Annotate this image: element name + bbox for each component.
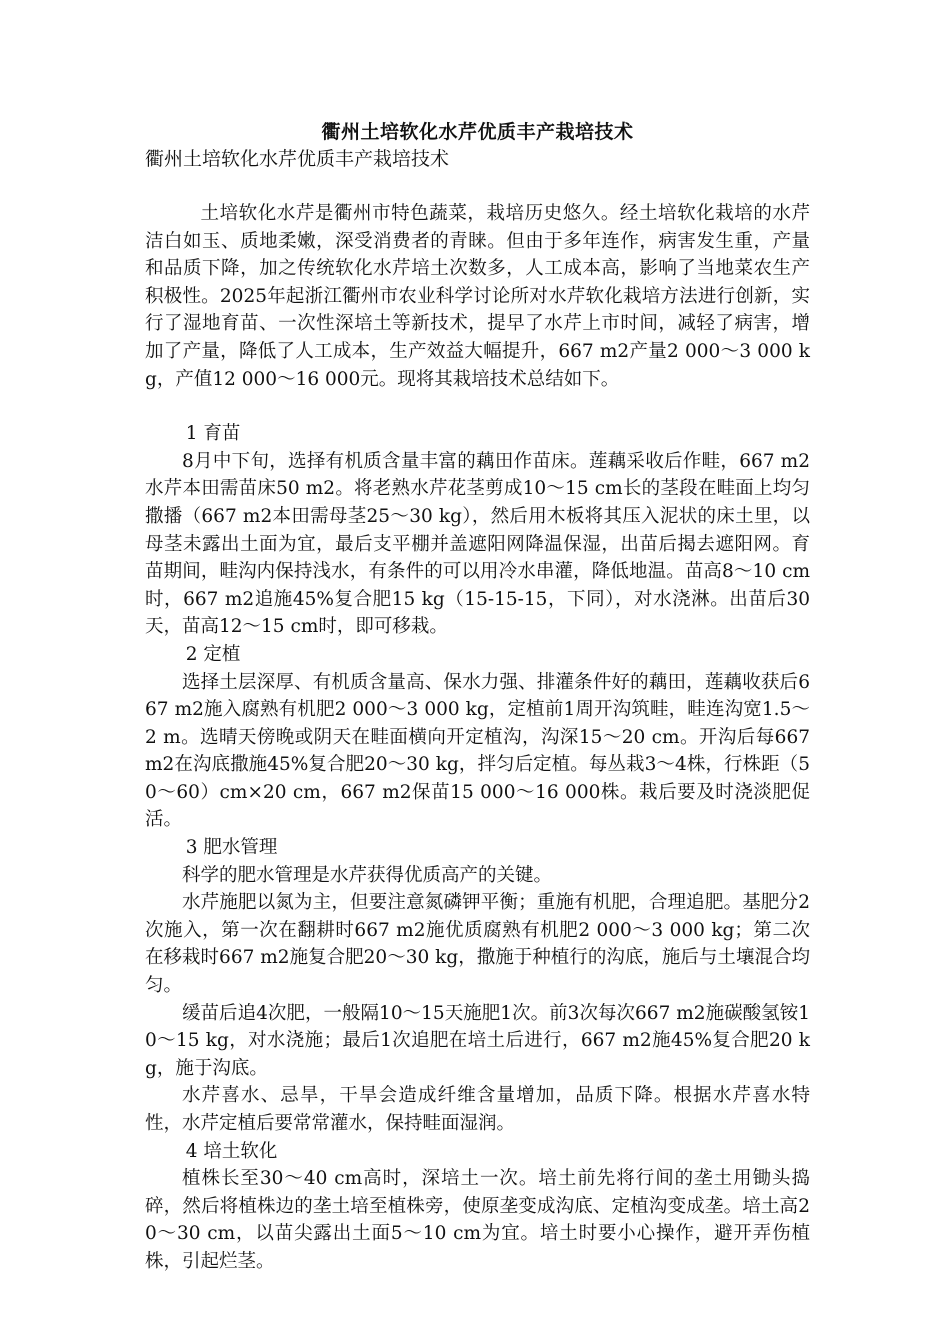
body-paragraph: 8月中下旬，选择有机质含量丰富的藕田作苗床。莲藕采收后作畦，667 m2水芹本田需苗床50 m2。将老熟水芹花茎剪成10～15 cm长的茎段在畦面上均匀撒播（667 m2本田需母茎25～30 kg），然后用木板将其压入泥状的床土里，以母茎未露出土面为宜，最后支平棚并盖遮阳网降温保湿，出苗后揭去遮阳网。育苗期间，畦沟内保持浅水，有条件的可以用冷水串灌，降低地温。苗高8～10 cm时，667 m2追施45%复合肥15 kg（15-15-15，下同），对水浇淋。出苗后30天，苗高12～15 cm时，即可移栽。 xyxy=(145,450,810,638)
intro-paragraph: 土培软化水芹是衢州市特色蔬菜，栽培历史悠久。经土培软化栽培的水芹洁白如玉、质地柔嫩，深受消费者的青睐。但由于多年连作，病害发生重，产量和品质下降，加之传统软化水芹培土次数多，人工成本高，影响了当地菜农生产积极性。2025年起浙江衢州市农业科学讨论所对水芹软化栽培方法进行创新，实行了湿地育苗、一次性深培土等新技术，提早了水芹上市时间，减轻了病害，增加了产量，降低了人工成本，生产效益大幅提升，667 m2产量2 000～3 000 kg，产值12 000～16 000元。现将其栽培技术总结如下。 xyxy=(145,203,810,390)
body-paragraph: 缓苗后追4次肥，一般隔10～15天施肥1次。前3次每次667 m2施碳酸氢铵10～15 kg，对水浇施；最后1次追肥在培土后进行，667 m2施45%复合肥20 kg，施于沟底。 xyxy=(145,1002,810,1079)
body-paragraph: 水芹喜水、忌旱，干旱会造成纤维含量增加，品质下降。根据水芹喜水特性，水芹定植后要常常灌水，保持畦面湿润。 xyxy=(145,1085,810,1134)
section-heading: 3 肥水管理 xyxy=(185,837,278,859)
blank-line xyxy=(145,393,810,420)
blank-line xyxy=(145,173,810,200)
section-heading: 1 育苗 xyxy=(185,423,241,445)
section-heading: 4 培土软化 xyxy=(185,1140,278,1162)
body-paragraph: 科学的肥水管理是水芹获得优质高产的关键。 xyxy=(182,864,553,886)
document-page xyxy=(145,118,810,1276)
body-paragraph: 水芹施肥以氮为主，但要注意氮磷钾平衡；重施有机肥，合理追肥。基肥分2次施入，第一次在翻耕时667 m2施优质腐熟有机肥2 000～3 000 kg；第二次在移栽时667 m2施复合肥20～30 kg，撒施于种植行的沟底，施后与土壤混合均匀。 xyxy=(145,892,810,997)
document-title: 衢州土培软化水芹优质丰产栽培技术 xyxy=(321,121,634,143)
body-paragraph: 选择土层深厚、有机质含量高、保水力强、排灌条件好的藕田，莲藕收获后667 m2施入腐熟有机肥2 000～3 000 kg，定植前1周开沟筑畦，畦连沟宽1.5～2 m。选晴天傍晚或阴天在畦面横向开定植沟，沟深15～20 cm。开沟后每667 m2在沟底撒施45%复合肥20～30 kg，拌匀后定植。每丛栽3～4株，行株距（50～60）cm×20 cm，667 m2保苗15 000～16 000株。栽后要及时浇淡肥促活。 xyxy=(145,671,810,831)
section-heading: 2 定植 xyxy=(185,643,241,665)
document-subtitle: 衢州土培软化水芹优质丰产栽培技术 xyxy=(145,148,450,170)
body-paragraph: 植株长至30～40 cm高时，深培土一次。培土前先将行间的垄土用锄头捣碎，然后将植株边的垄土培至植株旁，使原垄变成沟底、定植沟变成垄。培土高20～30 cm，以苗尖露出土面5～10 cm为宜。培土时要小心操作，避开弄伤植株，引起烂茎。 xyxy=(145,1168,810,1272)
